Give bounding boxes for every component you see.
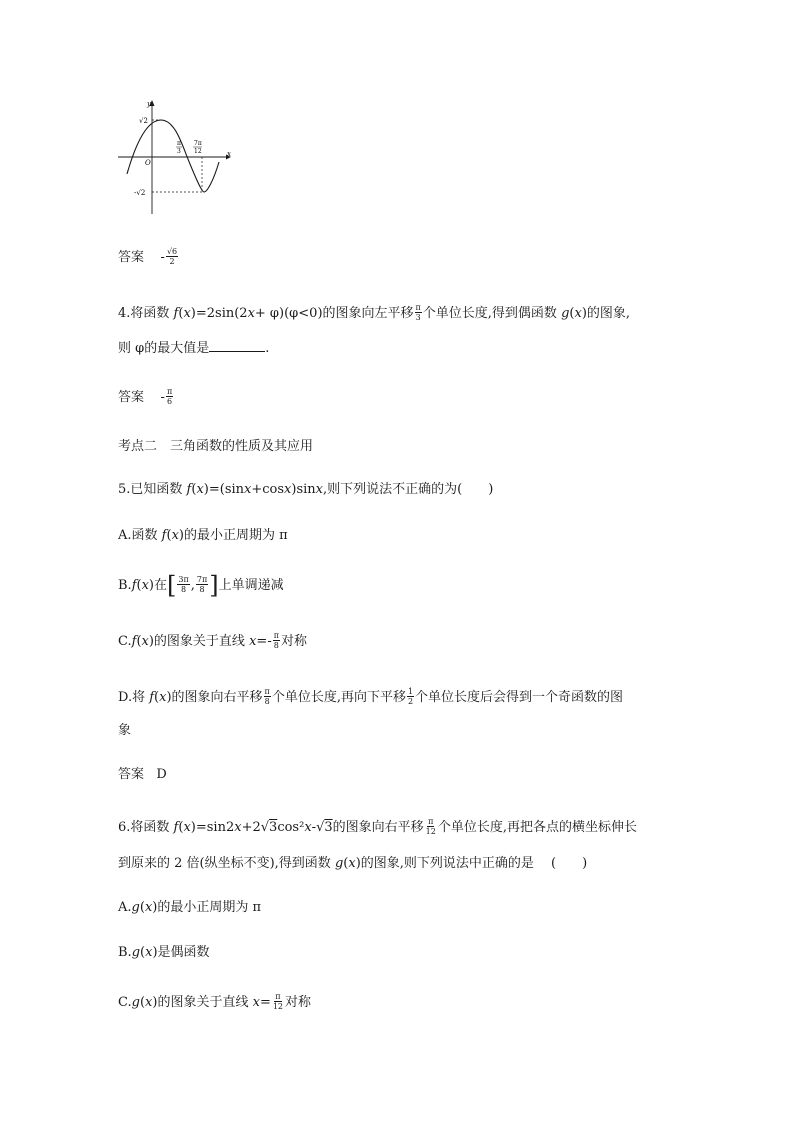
y-max-label: √2 (139, 117, 148, 125)
answer-num: √6 (166, 247, 178, 256)
text: +cos (251, 482, 285, 497)
text: ( (178, 820, 184, 835)
text: ( (140, 945, 146, 960)
den: 8 (273, 641, 279, 650)
text: B. (118, 578, 132, 593)
y-min-label: -√2 (134, 189, 146, 197)
sqrt-sign: √ (260, 820, 270, 835)
sqrt-value: 3 (324, 820, 333, 835)
text: ( (154, 690, 160, 705)
tick2-den: 12 (194, 148, 202, 155)
text: 的图象向右平移 (332, 820, 424, 835)
answer-sign: - (160, 390, 165, 405)
text: )是偶函数 (152, 945, 210, 960)
tick1-num: π (177, 140, 181, 147)
num: π (275, 992, 281, 1001)
answer-label: 答案 (118, 767, 145, 782)
num: π (428, 817, 434, 826)
sine-curve (127, 120, 219, 192)
right-bracket: ] (209, 571, 219, 600)
text: )在 (148, 578, 167, 593)
q5-option-d[interactable] (118, 688, 623, 707)
text: x (183, 820, 191, 835)
text: C. (118, 634, 132, 649)
answer-value: D (156, 767, 167, 782)
answer-q3 (118, 248, 179, 267)
text: )=sin2 (190, 820, 235, 835)
text: C. (118, 995, 132, 1010)
answer-num: π (166, 387, 173, 396)
text: x (284, 482, 292, 497)
q6-line2 (118, 855, 587, 873)
q5-option-b[interactable] (118, 571, 284, 600)
q4-line1 (118, 304, 630, 323)
text: ( (136, 634, 142, 649)
text: 对称 (285, 995, 312, 1010)
text: f (186, 482, 192, 497)
q4-line2 (118, 339, 269, 358)
text: ( (178, 306, 184, 321)
text: x (144, 900, 153, 915)
text: f (131, 634, 137, 649)
text: g (131, 900, 140, 915)
answer-label: 答案 (118, 390, 145, 405)
fraction (272, 992, 284, 1011)
text: 4.将函数 (118, 306, 170, 321)
num: 7π (196, 575, 208, 584)
text: = (259, 995, 271, 1010)
text: f (173, 820, 179, 835)
text: f (161, 528, 167, 543)
text: )的图象向右平移 (166, 690, 263, 705)
text: x (247, 306, 255, 321)
text: +2 (241, 820, 261, 835)
text: - (311, 820, 317, 835)
q6-option-a[interactable] (118, 899, 261, 917)
den: 8 (181, 585, 187, 594)
num: 1 (407, 687, 414, 696)
fraction (196, 575, 208, 594)
text: ,则下列说法不正确的为( ) (323, 482, 494, 497)
text: 对称 (280, 634, 307, 649)
text: cos² (277, 820, 305, 835)
q5-stem (118, 481, 493, 499)
q6-option-b[interactable] (118, 944, 210, 962)
text: ( (139, 900, 145, 915)
text: x (141, 634, 149, 649)
text: 个单位长度,再向下平移 (271, 690, 406, 705)
num: π (415, 303, 421, 312)
sqrt-sign: √ (316, 820, 325, 835)
q6-option-c[interactable] (118, 993, 311, 1012)
text: A.函数 (118, 528, 158, 543)
text: ( (569, 306, 575, 321)
text: )的图象关于直线 (148, 634, 245, 649)
origin-label: O (145, 159, 151, 167)
sqrt-value: 3 (269, 820, 278, 835)
answer-q4 (118, 388, 174, 407)
fraction (407, 687, 414, 706)
q6-line1 (118, 818, 637, 837)
fraction (177, 575, 189, 594)
text: x (171, 528, 179, 543)
text: ( (136, 578, 142, 593)
text: x (196, 482, 204, 497)
answer-blank[interactable] (209, 339, 265, 352)
q5-option-c[interactable] (118, 632, 307, 651)
sine-graph (118, 98, 238, 220)
text: )的图象,则下列说法中正确的是 ( ) (355, 856, 588, 871)
text: 到原来的 2 倍(纵坐标不变),得到函数 (118, 856, 331, 871)
left-bracket: [ (167, 571, 177, 600)
text: g (131, 945, 141, 960)
text: )的最小正周期为 π (178, 528, 288, 543)
text: x (159, 690, 167, 705)
text: ( (343, 856, 349, 871)
text: ( (139, 995, 146, 1010)
text: x (315, 482, 324, 497)
text: )sin (291, 482, 316, 497)
answer-sign: - (160, 250, 165, 265)
text: x (183, 306, 191, 321)
tick2-num: 7π (194, 140, 202, 147)
den: 8 (199, 585, 205, 594)
text: x (252, 995, 260, 1010)
text: x (145, 945, 153, 960)
text: 6.将函数 (118, 820, 170, 835)
text: )的图象, (581, 306, 631, 321)
num: π (264, 687, 270, 696)
text: ( (191, 482, 197, 497)
num: π (273, 631, 279, 640)
section-heading: 考点二 三角函数的性质及其应用 (118, 439, 314, 454)
text: , (190, 578, 195, 593)
text: A. (118, 900, 132, 915)
text: 个单位长度后会得到一个奇函数的图 (415, 690, 624, 705)
answer-fraction (166, 247, 178, 266)
text: g (334, 856, 344, 871)
text: 5.已知函数 (118, 482, 183, 497)
text: g (561, 306, 570, 321)
q5-option-d-line2: 象 (118, 723, 132, 738)
text: x (249, 634, 257, 649)
text: =- (256, 634, 272, 649)
text: x (145, 995, 153, 1010)
text: 个单位长度,再把各点的横坐标伸长 (437, 820, 637, 835)
text: f (149, 690, 155, 705)
answer-fraction (166, 387, 173, 406)
fraction (273, 631, 280, 650)
answer-den: 2 (169, 257, 175, 266)
den: 3 (415, 313, 421, 322)
text: + φ)(φ<0)的图象向左平移 (254, 306, 414, 321)
sine-graph-svg (118, 98, 238, 216)
text: x (348, 856, 356, 871)
fraction (425, 817, 437, 836)
text: x (304, 820, 312, 835)
text: x (141, 578, 149, 593)
text: D.将 (118, 690, 146, 705)
text: x (244, 482, 252, 497)
text: )的最小正周期为 π (152, 900, 262, 915)
text: . (265, 341, 270, 356)
text: 则 φ的最大值是 (118, 341, 210, 356)
answer-q5 (118, 766, 167, 784)
text: 个单位长度,得到偶函数 (422, 306, 557, 321)
tick1-den: 3 (177, 148, 181, 155)
den: 12 (272, 1002, 284, 1011)
x-axis-label: x (227, 150, 231, 158)
text: )=(sin (203, 482, 245, 497)
answer-label: 答案 (118, 250, 145, 265)
text: 上单调递减 (218, 578, 284, 593)
q5-option-a[interactable] (118, 527, 288, 545)
fraction (264, 687, 271, 706)
den: 8 (264, 697, 270, 706)
text: x (574, 306, 582, 321)
answer-den: 6 (167, 397, 173, 406)
num: 3π (178, 575, 189, 584)
text: )的图象关于直线 (152, 995, 249, 1010)
text: ( (166, 528, 172, 543)
fraction (415, 303, 422, 322)
text: f (173, 306, 179, 321)
text: )=2sin(2 (190, 306, 248, 321)
den: 2 (407, 697, 414, 706)
text: g (131, 995, 140, 1010)
den: 12 (425, 827, 436, 836)
text: B. (118, 945, 132, 960)
text: x (234, 820, 242, 835)
text: f (131, 578, 137, 593)
y-axis-label: y (147, 100, 151, 108)
